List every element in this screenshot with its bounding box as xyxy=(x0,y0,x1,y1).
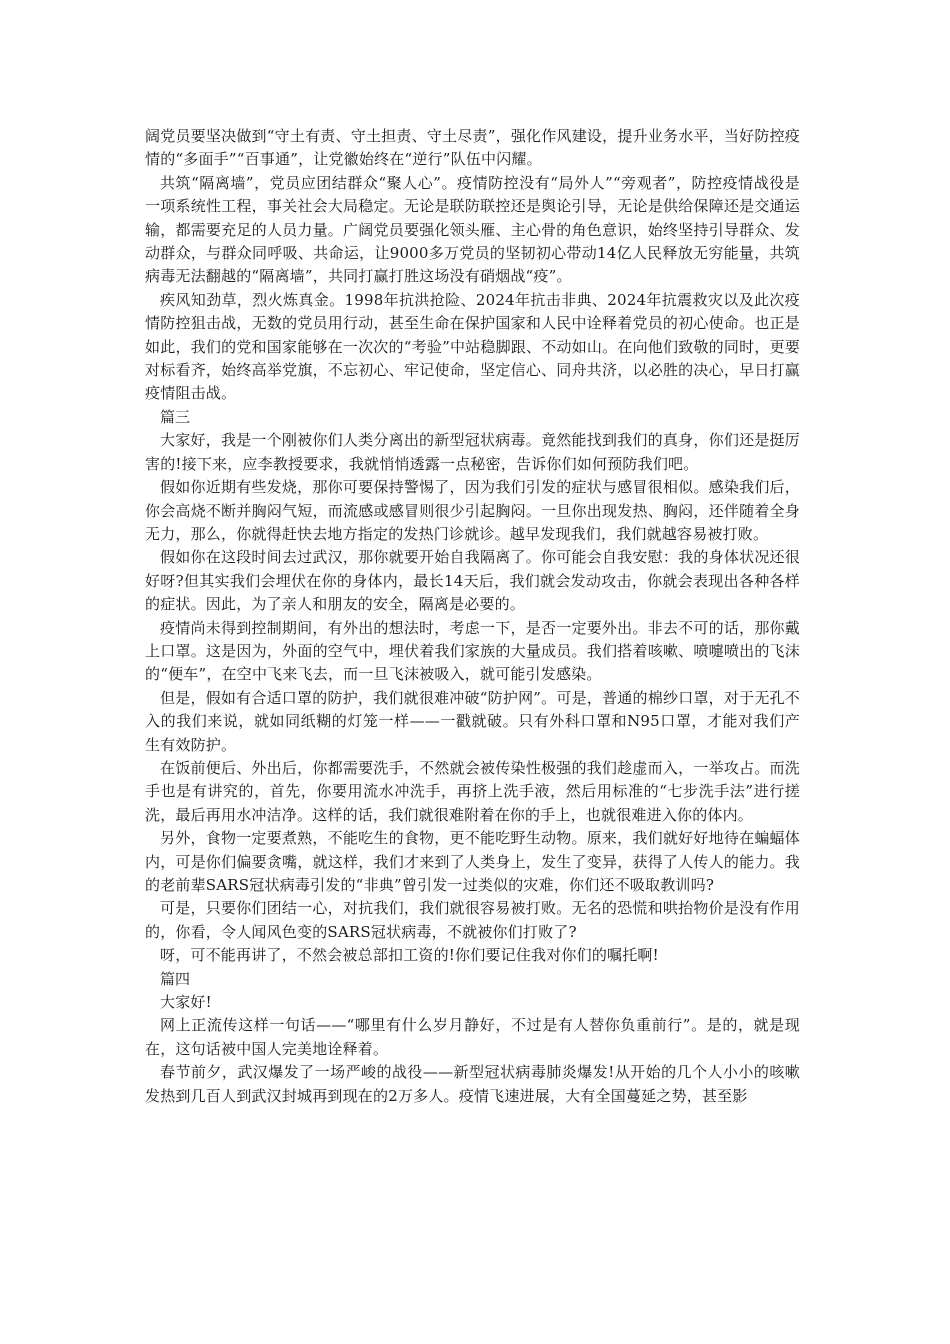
paragraph: 假如你近期有些发烧，那你可要保持警惕了，因为我们引发的症状与感冒很相似。感染我们后，你会高烧不断并胸闷气短，而流感或感冒则很少引起胸闷。一旦你出现发热、胸闷，还伴随着全身无力，那么，你就得赶快去地方指定的发热门诊就诊。越早发现我们，我们就越容易被打败。 xyxy=(145,478,800,543)
paragraph: 假如你在这段时间去过武汉，那你就要开始自我隔离了。你可能会自我安慰：我的身体状况还很好呀?但其实我们会埋伏在你的身体内，最长14天后，我们就会发动攻击，你就会表现出各种各样的症状。因此，为了亲人和朋友的安全，隔离是必要的。 xyxy=(145,548,800,614)
section-heading: 篇四 xyxy=(160,969,191,988)
paragraph: 网上正流传这样一句话——“哪里有什么岁月静好，不过是有人替你负重前行”。是的，就是现在，这句话被中国人完美地诠释着。 xyxy=(145,1016,800,1058)
paragraph: 阔党员要坚决做到“守土有责、守土担责、守土尽责”，强化作风建设，提升业务水平，当好防控疫情的“多面手”“百事通”，让党徽始终在“逆行”队伍中闪耀。 xyxy=(145,127,800,169)
paragraph: 另外，食物一定要煮熟，不能吃生的食物，更不能吃野生动物。原来，我们就好好地待在蝙蝠体内，可是你们偏要贪嘴，就这样，我们才来到了人类身上，发生了变异，获得了人传人的能力。我的老前辈SARS冠状病毒引发的“非典”曾引发一过类似的灾难，你们还不吸取教训吗? xyxy=(145,829,800,894)
paragraph: 疫情尚未得到控制期间，有外出的想法时，考虑一下，是否一定要外出。非去不可的话，那你戴上口罩。这是因为，外面的空气中，埋伏着我们家族的大量成员。我们搭着咳嗽、喷嚏喷出的飞沫的“便车”，在空中飞来飞去，而一旦飞沫被吸入，就可能引发感染。 xyxy=(145,618,800,684)
section-heading: 篇三 xyxy=(160,407,191,426)
document-page xyxy=(145,125,800,1108)
paragraph: 呀，可不能再讲了，不然会被总部扣工资的!你们要记住我对你们的嘱托啊! xyxy=(160,946,659,965)
paragraph: 疾风知劲草，烈火炼真金。1998年抗洪抢险、2024年抗击非典、2024年抗震救灾以及此次疫情防控狙击战，无数的党员用行动，甚至生命在保护国家和人民中诠释着党员的初心使命。也正是如此，我们的党和国家能够在一次次的“考验”中站稳脚跟、不动如山。在向他们致敬的同时，更要对标看齐，始终高举党旗，不忘初心、牢记使命，坚定信心、同舟共济，以必胜的决心，早日打赢疫情阻击战。 xyxy=(145,290,800,403)
paragraph: 共筑“隔离墙”，党员应团结群众“聚人心”。疫情防控没有“局外人”“旁观者”，防控疫情战役是一项系统性工程，事关社会大局稳定。无论是联防联控还是舆论引导，无论是供给保障还是交通运输，都需要充足的人员力量。广阔党员要强化领头雁、主心骨的角色意识，始终坚持引导群众、发动群众，与群众同呼吸、共命运，让9000多万党员的坚韧初心带动14亿人民释放无穷能量，共筑病毒无法翻越的“隔离墙”，共同打赢打胜这场没有硝烟战“疫”。 xyxy=(145,173,800,286)
paragraph: 但是，假如有合适口罩的防护，我们就很难冲破“防护网”。可是，普通的棉纱口罩，对于无孔不入的我们来说，就如同纸糊的灯笼一样——一戳就破。只有外科口罩和N95口罩，才能对我们产生有效防护。 xyxy=(145,688,800,754)
paragraph: 大家好! xyxy=(160,993,212,1012)
paragraph: 大家好，我是一个刚被你们人类分离出的新型冠状病毒。竟然能找到我们的真身，你们还是挺厉害的!接下来，应李教授要求，我就悄悄透露一点秘密，告诉你们如何预防我们吧。 xyxy=(145,431,800,473)
paragraph: 在饭前便后、外出后，你都需要洗手，不然就会被传染性极强的我们趁虚而入，一举攻占。而洗手也是有讲究的，首先，你要用流水冲洗手，再挤上洗手液，然后用标准的“七步洗手法”进行搓洗，最后再用水冲洁净。这样的话，我们就很难附着在你的手上，也就很难进入你的体内。 xyxy=(145,758,800,824)
paragraph: 可是，只要你们团结一心，对抗我们，我们就很容易被打败。无名的恐慌和哄抬物价是没有作用的，你看，令人闻风色变的SARS冠状病毒，不就被你们打败了? xyxy=(145,899,800,941)
paragraph: 春节前夕，武汉爆发了一场严峻的战役——新型冠状病毒肺炎爆发!从开始的几个人小小的咳嗽发热到几百人到武汉封城再到现在的2万多人。疫情飞速进展，大有全国蔓延之势，甚至影 xyxy=(145,1063,800,1105)
